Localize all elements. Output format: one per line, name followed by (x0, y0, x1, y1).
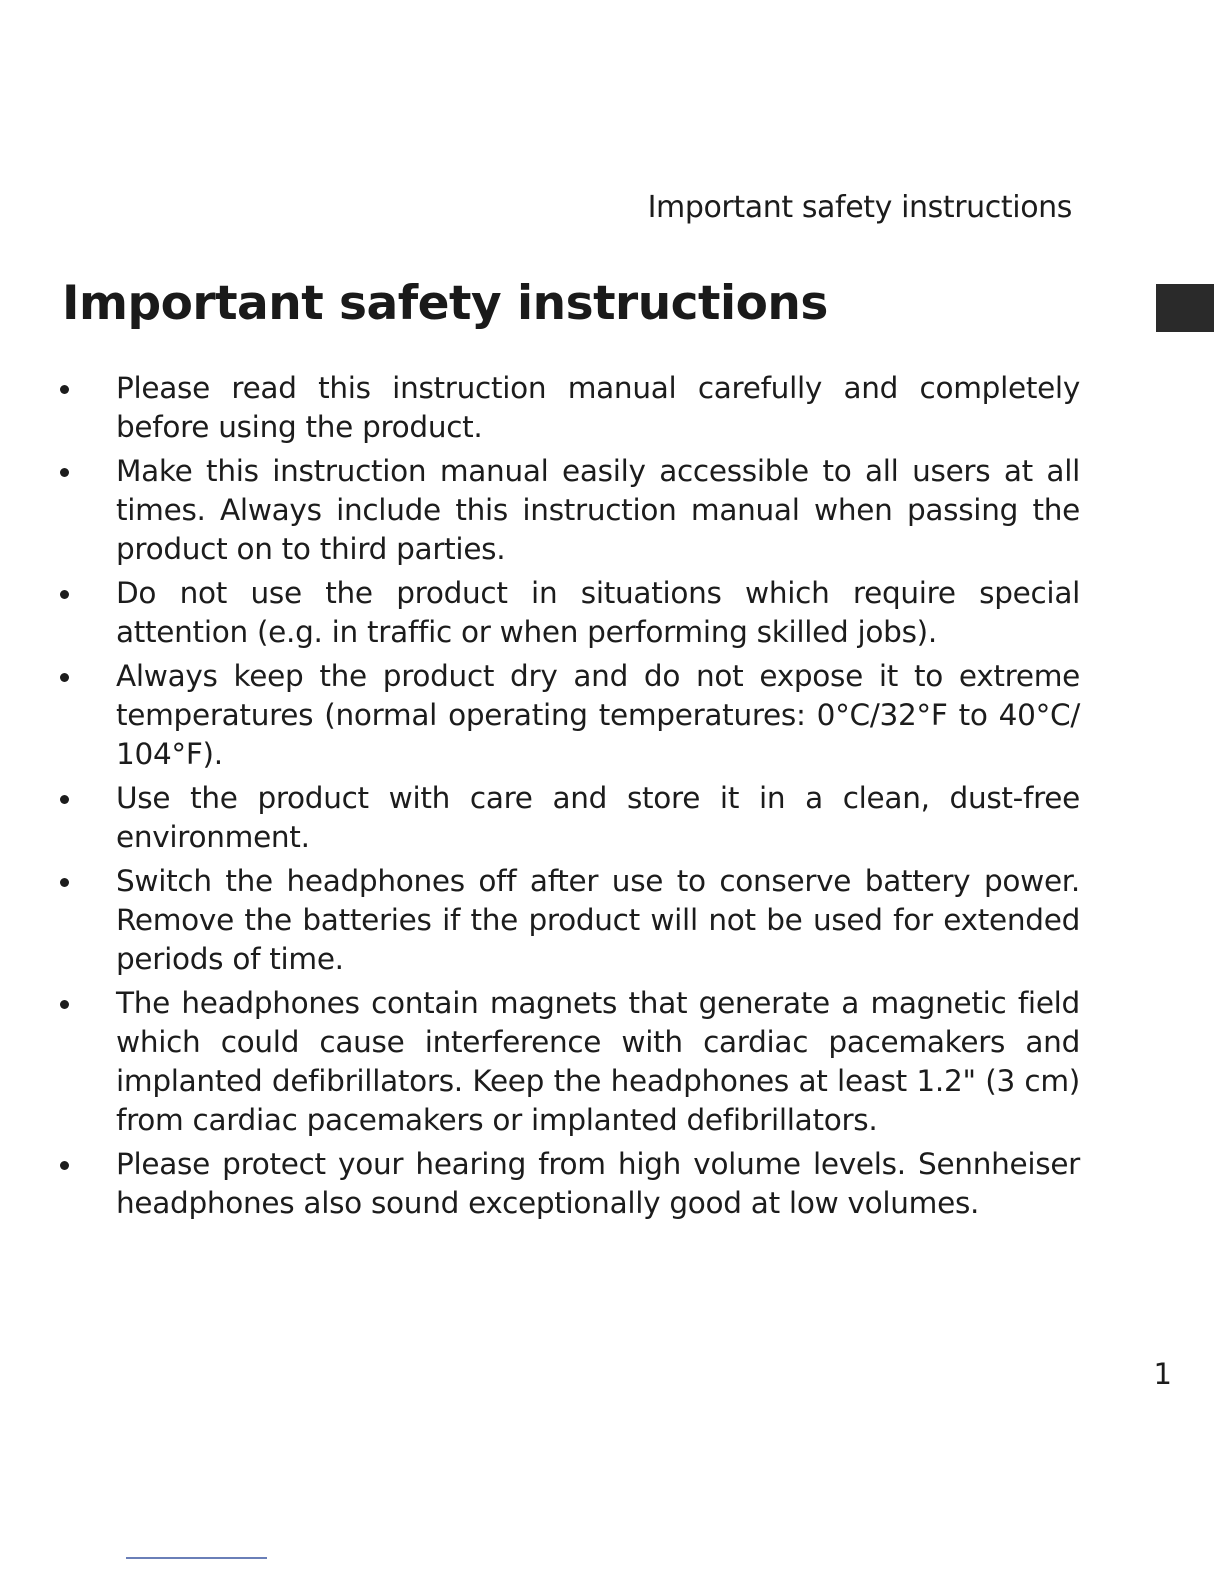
list-item-text: Use the product with care and store it in a clean, dust-free environment. (116, 781, 1080, 854)
running-header: Important safety instructions (647, 190, 1072, 225)
bullet-icon (60, 1000, 69, 1009)
list-item-text: Always keep the product dry and do not expose it to extreme temperatures (normal operating temperatures: 0°C/32°F to 40°C/ 104°F). (116, 659, 1080, 771)
section-tab-marker (1156, 284, 1214, 332)
list-item (56, 779, 1080, 857)
list-item (56, 574, 1080, 652)
list-item-text: Please protect your hearing from high volume levels. Sennheiser headphones also sound exceptionally good at low volumes. (116, 1147, 1080, 1220)
list-item (56, 657, 1080, 774)
list-item-text: Please read this instruction manual carefully and completely before using the product. (116, 371, 1080, 444)
bullet-icon (60, 795, 69, 804)
bullet-icon (60, 878, 69, 887)
list-item (56, 984, 1080, 1140)
list-item (56, 862, 1080, 979)
list-item-text: Make this instruction manual easily accessible to all users at all times. Always include this instruction manual when passing the product on to third parties. (116, 454, 1080, 566)
list-item (56, 452, 1080, 569)
list-item (56, 369, 1080, 447)
bullet-icon (60, 385, 69, 394)
page-number: 1 (1153, 1357, 1172, 1391)
list-item-text: Switch the headphones off after use to conserve battery power. Remove the batteries if the product will not be used for extended periods of time. (116, 864, 1080, 976)
page-title: Important safety instructions (62, 276, 828, 331)
list-item-text: Do not use the product in situations which require special attention (e.g. in traffic or when performing skilled jobs). (116, 576, 1080, 649)
safety-instructions-list (56, 369, 1080, 1228)
bullet-icon (60, 1161, 69, 1170)
bullet-icon (60, 673, 69, 682)
list-item (56, 1145, 1080, 1223)
bullet-icon (60, 590, 69, 599)
scan-artifact-line (126, 1557, 267, 1559)
list-item-text: The headphones contain magnets that generate a magnetic field which could cause interference with cardiac pacemakers and implanted defibrillators. Keep the headphones at least 1.2" (3 cm) from cardiac pacemakers or implanted defibrillators. (116, 986, 1080, 1137)
bullet-icon (60, 468, 69, 477)
